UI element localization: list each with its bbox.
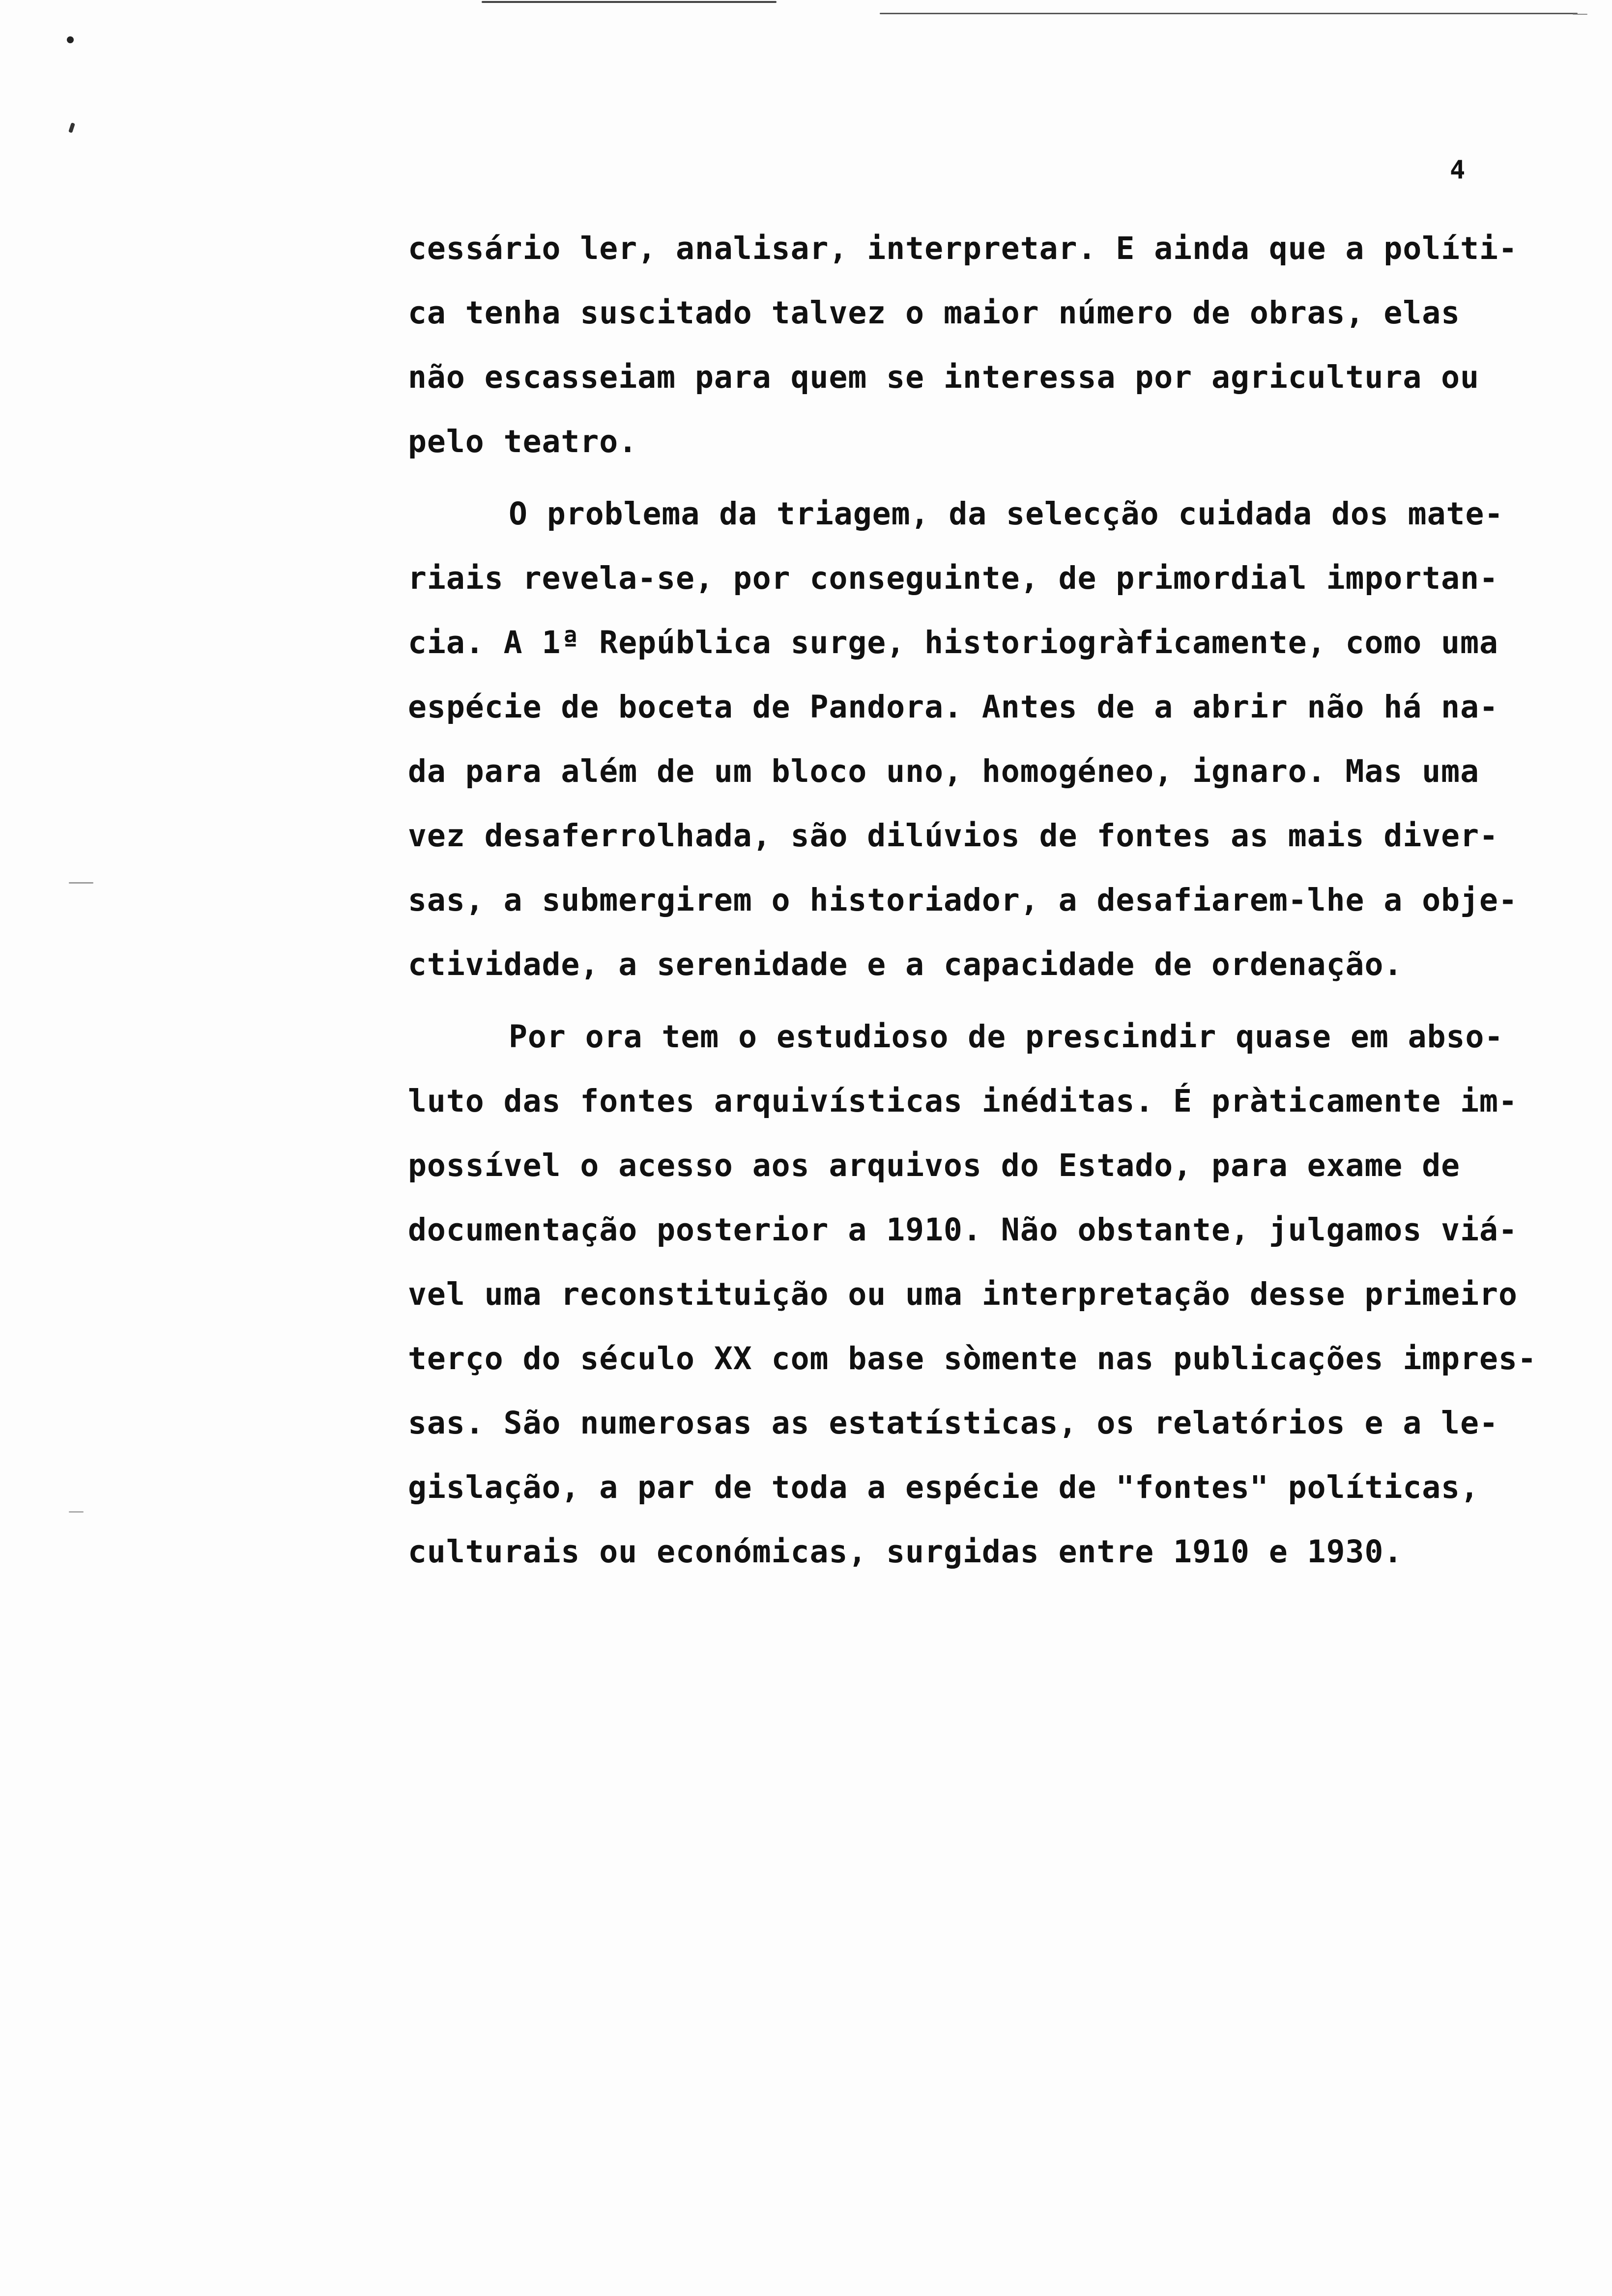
margin-mark [69,1511,84,1513]
text-line: cia. A 1ª República surge, historiogràficamente, como uma [408,625,1498,660]
body-text [408,216,1553,1584]
text-line: ctividade, a serenidade e a capacidade de ordenação. [408,947,1403,982]
paragraph-start-line: Por ora tem o estudioso de prescindir quase em abso- [509,1019,1504,1055]
text-line: ca tenha suscitado talvez o maior número de obras, elas [408,295,1461,331]
text-line: sas. São numerosas as estatísticas, os relatórios e a le- [408,1405,1498,1441]
text-line: vel uma reconstituição ou uma interpretação desse primeiro [408,1276,1518,1312]
text-line: documentação posterior a 1910. Não obstante, julgamos viá- [408,1212,1518,1248]
text-line: culturais ou económicas, surgidas entre 1910 e 1930. [408,1534,1403,1570]
text-line: gislação, a par de toda a espécie de "fontes" políticas, [408,1469,1480,1505]
page-number: 4 [1450,155,1466,185]
text-line: possível o acesso aos arquivos do Estado, para exame de [408,1148,1461,1183]
text-line: cessário ler, analisar, interpretar. E ainda que a políti- [408,230,1518,266]
text-line: luto das fontes arquivísticas inéditas. É pràticamente im- [408,1083,1518,1119]
margin-speck [67,36,74,43]
text-line: terço do século XX com base sòmente nas publicações impres- [408,1341,1537,1377]
text-line: sas, a submergirem o historiador, a desafiarem-lhe a obje- [408,882,1518,918]
margin-speck [68,122,75,133]
top-scan-rule [880,13,1578,14]
paragraph-start-line: O problema da triagem, da selecção cuidada dos mate- [509,496,1504,532]
text-line: espécie de boceta de Pandora. Antes de a abrir não há na- [408,689,1498,725]
top-scan-rule [1573,14,1587,15]
text-line: vez desaferrolhada, são dilúvios de fontes as mais diver- [408,818,1498,854]
text-line: pelo teatro. [408,424,638,459]
margin-mark [69,882,93,884]
text-line: não escasseiam para quem se interessa por agricultura ou [408,359,1480,395]
top-scan-rule [482,1,777,3]
text-line: da para além de um bloco uno, homogéneo, ignaro. Mas uma [408,753,1480,789]
text-line: riais revela-se, por conseguinte, de primordial importan- [408,560,1498,596]
